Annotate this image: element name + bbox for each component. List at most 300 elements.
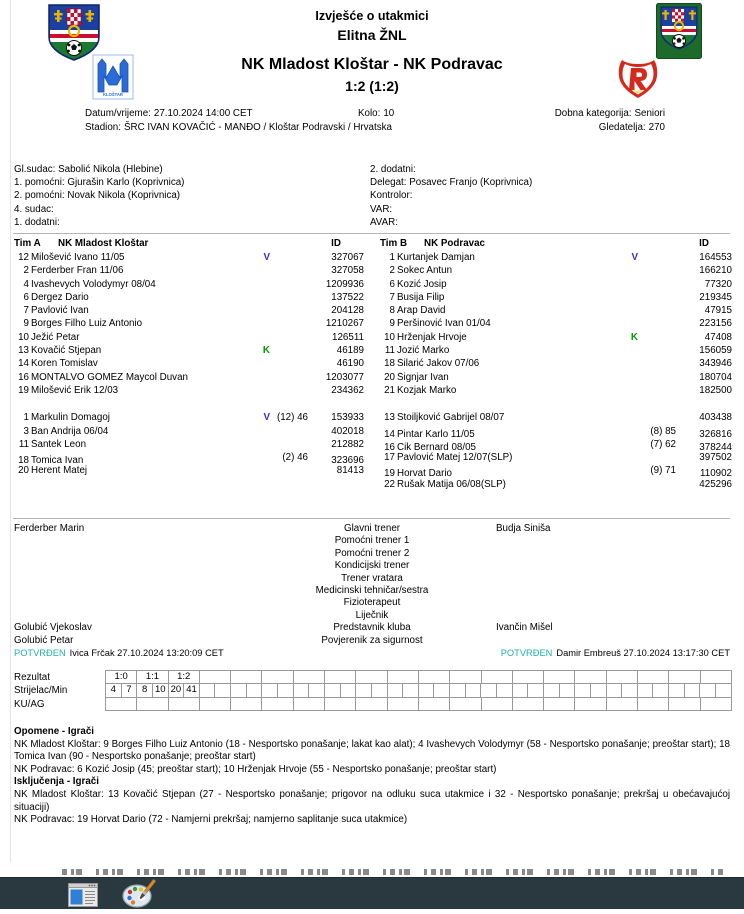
player-number: 20	[384, 371, 395, 383]
player-name: Dergez Dario	[31, 291, 89, 303]
home-confirmation	[14, 648, 224, 658]
player-id: 180704	[699, 371, 732, 383]
player-name: Kozić Josip	[397, 278, 447, 290]
player-row	[378, 439, 732, 452]
result-cell	[388, 684, 404, 697]
officials-left-column	[14, 163, 184, 229]
result-cell	[341, 684, 357, 697]
player-name: Šilarić Jakov 07/06	[397, 358, 480, 370]
goalkeeper-badge: V	[263, 252, 270, 263]
result-cell	[560, 684, 576, 697]
player-id: 326816	[699, 428, 732, 440]
datetime-field	[85, 108, 252, 119]
player-number: 6	[23, 291, 29, 303]
player-name: Kurtanjek Damjan	[397, 252, 475, 263]
result-cell	[575, 684, 591, 697]
result-cell	[231, 671, 262, 684]
result-cell	[450, 671, 481, 684]
player-row	[378, 426, 732, 439]
staff-name-home: Golubić Petar	[14, 634, 74, 646]
player-flags	[238, 345, 308, 356]
team-a-id-header: ID	[331, 238, 341, 249]
player-id: 219345	[699, 291, 732, 303]
dismissals-title: Isključenja - Igrači	[14, 776, 99, 788]
result-cell: 41	[184, 684, 200, 697]
league-title: Elitna ŽNL	[337, 27, 407, 43]
svg-text:1930: 1930	[634, 90, 642, 94]
official-line: 2. dodatni:	[370, 164, 416, 175]
result-cell	[638, 671, 669, 684]
age-category-field	[555, 108, 665, 119]
player-number: 3	[23, 425, 29, 437]
player-row	[12, 358, 364, 371]
stadium-label: Stadion:	[85, 122, 121, 133]
match-title: NK Mladost Kloštar - NK Podravac	[241, 56, 503, 73]
result-cell	[403, 684, 419, 697]
result-cell	[482, 698, 513, 711]
player-number: 18	[384, 358, 395, 370]
team-a-players	[12, 252, 364, 479]
notes-section	[14, 726, 730, 827]
player-number: 19	[384, 468, 395, 480]
result-cell	[513, 698, 544, 711]
player-number: 2	[23, 265, 29, 277]
staff-row	[14, 573, 730, 585]
datetime-label: Datum/vrijeme:	[85, 108, 151, 119]
result-row-label: Rezultat	[14, 672, 50, 683]
result-table-labels	[14, 671, 67, 711]
player-id: 402018	[331, 425, 364, 437]
player-number: 1	[23, 412, 29, 424]
result-cell	[575, 698, 606, 711]
result-cell	[294, 671, 325, 684]
player-flags	[238, 412, 308, 423]
player-number: 12	[18, 252, 29, 263]
result-cell	[325, 698, 356, 711]
player-id: 46190	[336, 358, 364, 370]
result-cell: 1:0	[106, 671, 137, 684]
result-cell	[544, 684, 560, 697]
player-row	[378, 385, 732, 398]
result-cell	[450, 698, 481, 711]
result-cell	[466, 684, 482, 697]
substitution-info: (7) 62	[650, 438, 676, 450]
result-cell	[419, 684, 435, 697]
player-row	[12, 345, 364, 358]
player-id: 110902	[700, 468, 732, 480]
player-row	[378, 252, 732, 265]
player-number: 6	[389, 278, 395, 290]
staff-row	[14, 597, 730, 609]
result-row-label: KU/AG	[14, 698, 45, 710]
player-row	[378, 265, 732, 278]
player-row	[378, 345, 732, 358]
player-row	[378, 305, 732, 318]
result-cell	[325, 684, 341, 697]
team-a-roster	[12, 238, 364, 492]
staff-name-away: Budja Siniša	[496, 523, 551, 534]
confirmation-row	[14, 648, 730, 658]
scorer-minute-row	[106, 684, 732, 697]
official-line: VAR:	[370, 203, 393, 215]
substitution-info: (2) 46	[282, 452, 308, 464]
player-id: 153933	[331, 412, 364, 424]
player-name: Ivashevych Volodymyr 08/04	[31, 278, 156, 290]
attendance-value: 270	[648, 122, 665, 133]
svg-text:KLOŠTAR: KLOŠTAR	[103, 92, 123, 97]
attendance-label: Gledatelja:	[598, 122, 646, 133]
player-name: MONTALVO GOMEZ Maycol Duvan	[31, 371, 188, 383]
age-category-value: Seniori	[634, 108, 665, 119]
result-cell	[262, 671, 293, 684]
player-id: 164553	[699, 252, 732, 263]
result-cell	[575, 671, 606, 684]
player-id: 156059	[699, 345, 732, 357]
round-value: 10	[383, 108, 395, 119]
player-row	[378, 452, 732, 465]
player-id: 327058	[331, 265, 364, 277]
staff-role-label: Glavni trener	[343, 523, 401, 534]
result-cell: 20	[169, 684, 185, 697]
result-cell	[638, 684, 654, 697]
player-row	[12, 252, 364, 265]
player-row	[12, 265, 364, 278]
player-name: Šokec Antun	[397, 265, 453, 277]
player-row	[378, 279, 732, 292]
result-cell	[231, 684, 247, 697]
divider	[13, 233, 730, 234]
result-cell	[528, 684, 544, 697]
player-row	[378, 465, 732, 478]
result-cell	[262, 684, 278, 697]
player-id: 126511	[332, 331, 364, 343]
team-a-name: NK Mladost Kloštar	[58, 238, 149, 249]
result-cell	[325, 671, 356, 684]
divider	[13, 518, 730, 519]
result-cell: 1:1	[137, 671, 168, 684]
player-name: Busija Filip	[397, 291, 445, 303]
official-line: Delegat: Posavec Franjo (Koprivnica)	[370, 177, 533, 189]
goalkeeper-badge: V	[263, 412, 270, 424]
result-cell	[701, 698, 732, 711]
player-name: Arap David	[397, 305, 446, 317]
result-cell	[669, 671, 700, 684]
player-name: Pavlović Matej 12/07(SLP)	[397, 452, 513, 464]
player-row	[12, 372, 364, 385]
paint-palette-icon[interactable]	[120, 879, 158, 914]
result-cell	[716, 684, 732, 697]
home-confirmed-signer: Ivica Frčak 27.10.2024 13:20:09 CET	[69, 648, 224, 658]
player-row	[12, 292, 364, 305]
player-number: 22	[384, 478, 395, 490]
result-cell	[262, 698, 293, 711]
staff-row	[14, 548, 730, 560]
player-row	[12, 279, 364, 292]
staff-row	[14, 610, 730, 622]
report-title: Izvješće o utakmici	[315, 9, 429, 23]
player-number: 14	[18, 358, 29, 370]
dismissals-home: NK Mladost Kloštar: 13 Kovačić Stjepan (27 - Nesportsko ponašanje; prigovor na odluku suca utakmice i 32 - Nesportsko ponašanje; prekršaj u obećavajućoj situaciji)	[14, 788, 730, 813]
result-cell	[591, 684, 607, 697]
player-name: Herent Matej	[31, 465, 88, 477]
result-cell	[638, 698, 669, 711]
team-a-label: Tim A	[14, 238, 41, 249]
player-name: Peršinović Ivan 01/04	[397, 318, 491, 330]
staff-name-away: Ivančin Mišel	[496, 622, 553, 634]
team-b-name: NK Podravac	[424, 238, 485, 249]
player-number: 13	[384, 412, 395, 424]
result-cell	[169, 698, 200, 711]
player-row	[12, 439, 364, 452]
player-id: 77320	[704, 278, 732, 290]
result-cell	[294, 684, 310, 697]
player-id: 182500	[699, 384, 732, 396]
staff-row	[14, 523, 730, 535]
taskbar	[0, 877, 744, 909]
player-flags	[606, 332, 676, 343]
result-cell	[356, 684, 372, 697]
cautions-title: Opomene - Igrači	[14, 726, 95, 737]
result-cell	[544, 671, 575, 684]
staff-row	[14, 622, 730, 634]
result-cell: 10	[153, 684, 169, 697]
result-cell	[622, 684, 638, 697]
player-number: 1	[389, 252, 395, 263]
staff-role-label: Kondicijski trener	[334, 560, 410, 572]
result-cell	[434, 684, 450, 697]
player-number: 14	[384, 428, 395, 440]
result-cell	[607, 671, 638, 684]
player-name: Tomica Ivan	[31, 455, 84, 467]
round-field	[358, 108, 394, 119]
age-category-label: Dobna kategorija:	[554, 108, 632, 119]
player-row	[378, 332, 732, 345]
result-cell	[247, 684, 263, 697]
player-id: 1210267	[325, 318, 364, 330]
player-name: Horvat Dario	[397, 468, 452, 480]
player-id: 47915	[704, 305, 732, 317]
player-id: 1203077	[325, 371, 364, 383]
result-cell	[372, 684, 388, 697]
player-name: Jozić Marko	[397, 345, 450, 357]
official-line: Gl.sudac: Sabolić Nikola (Hlebine)	[14, 164, 163, 175]
stadium-value: ŠRC IVAN KOVAČIĆ - MANĐO / Kloštar Podravski / Hrvatska	[123, 122, 392, 133]
player-id: 137522	[331, 291, 364, 303]
result-cell	[388, 671, 419, 684]
stadium-field	[85, 122, 392, 133]
player-number: 7	[389, 291, 395, 303]
player-number: 10	[18, 331, 29, 343]
result-cell	[388, 698, 419, 711]
staff-role-label: Fizioterapeut	[343, 597, 401, 609]
player-number: 13	[18, 345, 29, 357]
player-row	[12, 385, 364, 398]
result-cell	[669, 684, 685, 697]
player-name: Pavlović Ivan	[31, 305, 89, 317]
team-b-players	[378, 252, 732, 492]
staff-role-label: Pomoćni trener 2	[334, 547, 410, 559]
result-row-label: Strijelac/Min	[14, 685, 68, 697]
player-id: 47408	[704, 331, 732, 343]
player-row	[12, 305, 364, 318]
player-number: 9	[389, 318, 395, 330]
result-cell	[200, 698, 231, 711]
away-confirmation	[501, 648, 730, 658]
result-cell	[200, 684, 216, 697]
player-row	[378, 479, 732, 492]
official-line: 4. sudac:	[14, 203, 54, 215]
staff-role-label: Predstavnik kluba	[333, 622, 411, 634]
player-number: 7	[23, 305, 29, 317]
staff-role-label: Povjerenik za sigurnost	[321, 634, 423, 646]
result-cell	[482, 671, 513, 684]
player-number: 9	[23, 318, 29, 330]
substitution-info	[270, 345, 308, 356]
result-cell	[106, 698, 137, 711]
staff-row	[14, 585, 730, 597]
player-flags	[238, 452, 308, 463]
result-cell: 7	[122, 684, 138, 697]
substitution-info	[270, 252, 308, 263]
officials-right-column	[370, 163, 532, 229]
attendance-field	[599, 122, 665, 133]
player-flags	[606, 465, 676, 476]
player-name: Milošević Erik 12/03	[31, 384, 119, 396]
result-cell	[309, 684, 325, 697]
result-cell	[544, 698, 575, 711]
player-flags	[606, 426, 676, 437]
player-id: 343946	[699, 358, 732, 370]
result-cell: 1:2	[169, 671, 200, 684]
result-cell	[356, 698, 387, 711]
player-flags	[606, 439, 676, 450]
player-name: Milošević Ivano 11/05	[31, 252, 125, 263]
substitution-info: (9) 71	[650, 465, 676, 477]
team-b-label: Tim B	[380, 238, 408, 249]
official-line: AVAR:	[370, 216, 398, 228]
player-name: Cik Bernard 08/05	[397, 441, 476, 453]
player-id: 403438	[699, 412, 732, 424]
player-name: Borges Filho Luiz Antonio	[31, 318, 143, 330]
result-cell	[481, 684, 497, 697]
substitution-info	[638, 252, 676, 263]
result-cell	[700, 684, 716, 697]
result-cell	[513, 671, 544, 684]
player-number: 16	[384, 441, 395, 453]
official-line: Kontrolor:	[370, 190, 413, 202]
captain-badge: K	[630, 331, 638, 343]
result-cell	[450, 684, 466, 697]
cautions-home: NK Mladost Kloštar: 9 Borges Filho Luiz Antonio (18 - Nesportsko ponašanje; lakat kao alat); 4 Ivashevych Volodymyr (58 - Nesportsko ponašanje; preoštar start); 18 Tomica Ivan (90 - Nesportsko ponašanje; preoštar start)	[14, 738, 730, 763]
player-name: Koren Tomislav	[31, 358, 98, 370]
player-number: 4	[23, 278, 29, 290]
team-b-header	[378, 238, 732, 252]
player-row	[12, 332, 364, 345]
staff-role-label: Pomoćni trener 1	[334, 535, 410, 547]
staff-row	[14, 560, 730, 572]
result-cell	[231, 698, 262, 711]
round-label: Kolo:	[358, 108, 381, 119]
player-id: 204128	[331, 305, 364, 317]
player-name: Kozjak Marko	[397, 384, 457, 396]
result-cell	[653, 684, 669, 697]
player-number: 21	[384, 384, 395, 396]
player-id: 425296	[699, 478, 732, 490]
player-number: 2	[389, 265, 395, 277]
player-name: Rušak Matija 06/08(SLP)	[397, 478, 506, 490]
staff-name-home: Golubić Vjekoslav	[14, 622, 92, 634]
staff-role-label: Medicinski tehničar/sestra	[315, 584, 429, 596]
result-score-row	[106, 671, 732, 684]
player-id: 327067	[331, 252, 364, 263]
player-row	[378, 292, 732, 305]
result-cell	[294, 698, 325, 711]
staff-role-label: Liječnik	[355, 609, 389, 621]
player-id: 234362	[331, 384, 364, 396]
substitution-info: (12) 46	[276, 412, 308, 424]
player-name: Ferderber Fran 11/06	[31, 265, 124, 277]
player-id: 81413	[336, 465, 364, 477]
player-row	[378, 318, 732, 331]
ku-ag-row	[106, 698, 732, 711]
player-name: Šignjar Ivan	[397, 371, 449, 383]
clipped-text-line	[62, 869, 726, 875]
player-id: 46189	[336, 345, 364, 357]
player-name: Stoiljković Gabrijel 08/07	[397, 412, 505, 424]
player-row	[12, 465, 364, 478]
result-cell	[497, 684, 513, 697]
player-row	[12, 426, 364, 439]
official-line: 1. dodatni:	[14, 216, 60, 228]
player-name: Pintar Karlo 11/05	[397, 428, 475, 440]
rosters-section	[12, 238, 732, 492]
result-cell	[215, 684, 231, 697]
player-number: 11	[18, 438, 29, 450]
player-number: 8	[389, 305, 395, 317]
result-cell	[278, 684, 294, 697]
official-line: 1. pomoćni: Gjurašin Karlo (Koprivnica)	[14, 177, 185, 189]
player-id: 212882	[331, 438, 364, 450]
result-cell	[607, 684, 623, 697]
away-confirmed-signer: Damir Embreuš 27.10.2024 13:17:30 CET	[556, 648, 730, 658]
dismissals-away: NK Podravac: 19 Horvat Dario (72 - Namjerni prekršaj; namjerno saplitanje suca utakmice)	[14, 814, 408, 826]
goalkeeper-badge: V	[631, 252, 638, 263]
result-cell	[685, 684, 701, 697]
result-cell	[200, 671, 231, 684]
player-number: 20	[18, 465, 29, 477]
staff-section	[14, 523, 730, 647]
player-name: Markulin Domagoj	[31, 412, 110, 424]
player-id: 1209936	[325, 278, 364, 290]
result-cell	[419, 671, 450, 684]
player-number: 10	[384, 331, 395, 343]
player-name: Hrženjak Hrvoje	[397, 331, 467, 343]
staff-role-label: Trener vratara	[341, 572, 403, 584]
player-flags	[238, 252, 308, 263]
player-row	[12, 452, 364, 465]
result-cell	[669, 698, 700, 711]
team-b-roster	[378, 238, 732, 492]
result-cell	[137, 698, 168, 711]
datetime-value: 27.10.2024 14:00 CET	[153, 108, 253, 119]
match-score: 1:2 (1:2)	[345, 78, 399, 94]
staff-row	[14, 535, 730, 547]
result-cell	[419, 698, 450, 711]
result-table-grid	[105, 670, 732, 711]
away-confirmed-status: POTVRĐEN	[500, 648, 553, 658]
result-cell	[513, 684, 529, 697]
player-number: 11	[384, 345, 395, 357]
